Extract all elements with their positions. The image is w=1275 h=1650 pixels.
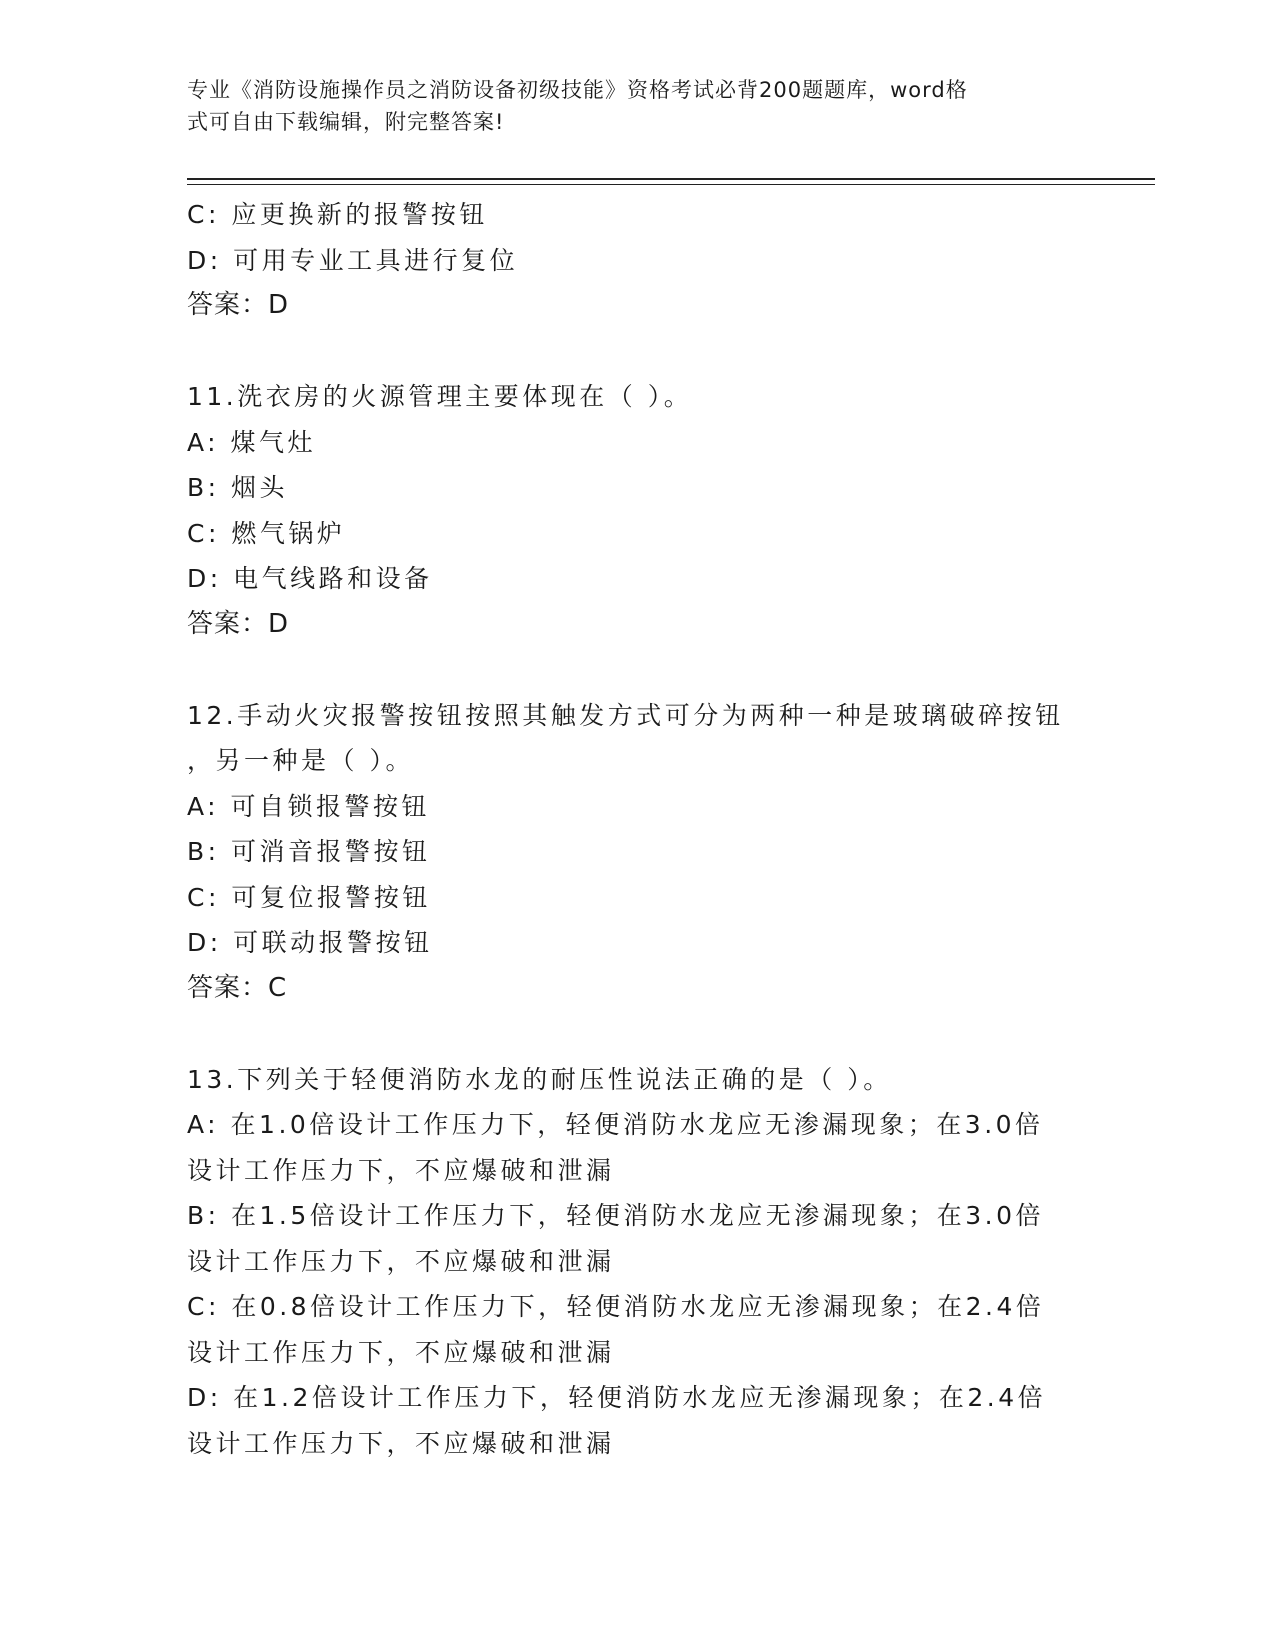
question-stem: 11.洗衣房的火源管理主要体现在（ ）。 xyxy=(187,382,693,411)
option-c-line-2: 设计工作压力下，不应爆破和泄漏 xyxy=(187,1337,615,1367)
answer-line: 答案：D xyxy=(187,608,290,639)
option-a-line-2: 设计工作压力下，不应爆破和泄漏 xyxy=(187,1155,615,1185)
option-c: C: 应更换新的报警按钮 xyxy=(187,200,488,229)
option-d-line-1: D: 在1.2倍设计工作压力下，轻便消防水龙应无渗漏现象；在2.4倍 xyxy=(187,1383,1047,1412)
option-a: A: 可自锁报警按钮 xyxy=(187,791,431,821)
question-11 xyxy=(187,374,1087,647)
document-header xyxy=(187,74,1067,138)
spacer xyxy=(187,647,1087,693)
question-12 xyxy=(187,693,1087,1012)
option-d-line-2: 设计工作压力下，不应爆破和泄漏 xyxy=(187,1428,615,1458)
answer-line: 答案：C xyxy=(187,972,288,1003)
previous-question xyxy=(187,192,1087,329)
option-c: C: 燃气锅炉 xyxy=(187,518,346,548)
header-divider-thin xyxy=(187,184,1155,185)
option-a: A: 煤气灶 xyxy=(187,427,317,457)
option-b: B: 可消音报警按钮 xyxy=(187,837,431,866)
question-stem-line-2: ，另一种是（ ）。 xyxy=(187,746,414,775)
option-b-line-1: B: 在1.5倍设计工作压力下，轻便消防水龙应无渗漏现象；在3.0倍 xyxy=(187,1201,1045,1230)
option-c-line-1: C: 在0.8倍设计工作压力下，轻便消防水龙应无渗漏现象；在2.4倍 xyxy=(187,1292,1045,1321)
option-a-line-1: A: 在1.0倍设计工作压力下，轻便消防水龙应无渗漏现象；在3.0倍 xyxy=(187,1110,1044,1139)
question-content xyxy=(187,192,1087,1466)
option-b-line-2: 设计工作压力下，不应爆破和泄漏 xyxy=(187,1246,615,1276)
question-13 xyxy=(187,1057,1087,1467)
header-line-2: 式可自由下载编辑，附完整答案! xyxy=(187,110,505,134)
question-stem: 13.下列关于轻便消防水龙的耐压性说法正确的是（ ）。 xyxy=(187,1064,892,1094)
spacer xyxy=(187,329,1087,375)
option-b: B: 烟头 xyxy=(187,473,289,502)
answer-line: 答案：D xyxy=(187,290,290,320)
spacer xyxy=(187,1011,1087,1057)
option-d: D: 可用专业工具进行复位 xyxy=(187,245,519,275)
header-divider-thick xyxy=(187,178,1155,180)
header-line-1: 专业《消防设施操作员之消防设备初级技能》资格考试必背200题题库，word格 xyxy=(187,78,968,102)
question-stem-line-1: 12.手动火灾报警按钮按照其触发方式可分为两种一种是玻璃破碎按钮 xyxy=(187,700,1064,730)
option-d: D: 可联动报警按钮 xyxy=(187,928,433,957)
option-c: C: 可复位报警按钮 xyxy=(187,882,431,912)
option-d: D: 电气线路和设备 xyxy=(187,564,433,593)
